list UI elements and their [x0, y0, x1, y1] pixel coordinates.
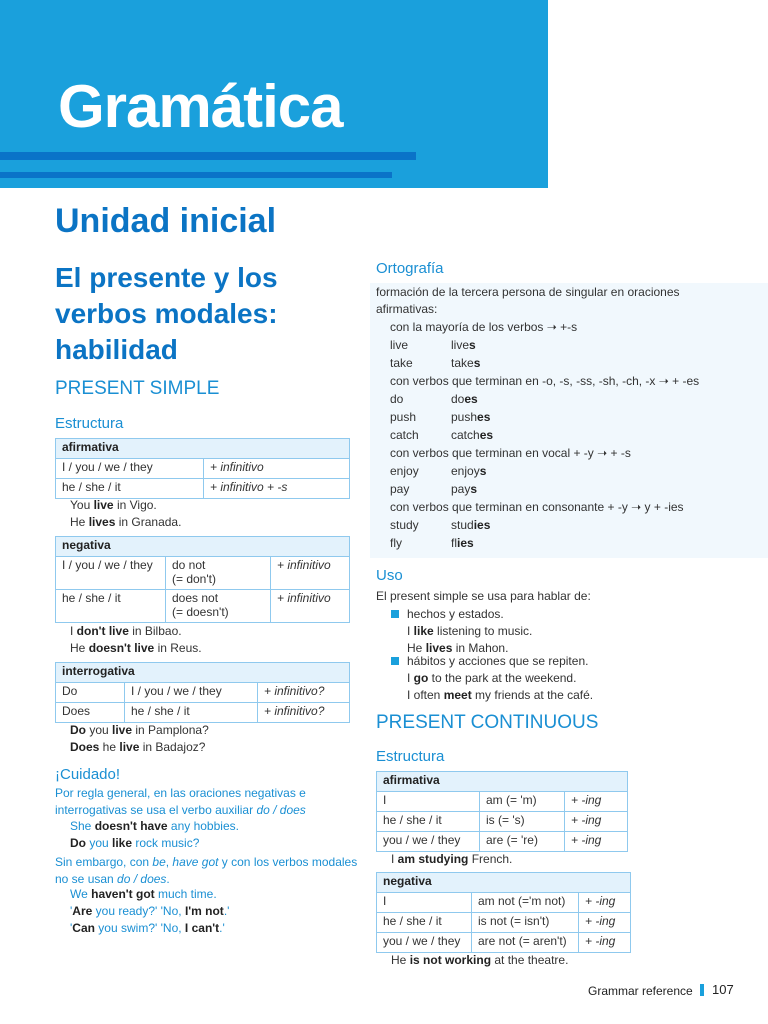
table-header: negativa	[56, 537, 350, 557]
word-pair: enjoy enjoys	[390, 464, 487, 478]
word-pair: fly flies	[390, 536, 474, 550]
cuidado-text: Sin embargo, con be, have got y con los verbos modales no se usan do / does.	[55, 855, 358, 886]
table-row: he / she / it is (= 's) + -ing	[377, 812, 628, 832]
word-pair: take takes	[390, 356, 481, 370]
word-pair: pay pays	[390, 482, 478, 496]
ps-negativa-table	[55, 536, 350, 623]
unit-title: Unidad inicial	[55, 202, 277, 240]
table-row: he / she / it + infinitivo + -s	[56, 479, 350, 499]
example-list: We haven't got much time. 'Are you ready?' 'No, I'm not.' 'Can you swim?' 'No, I can't.'	[70, 887, 230, 935]
word-pair: push pushes	[390, 410, 491, 424]
header-stripe	[0, 152, 416, 160]
example-list: She doesn't have any hobbies. Do you like rock music?	[70, 819, 239, 850]
estructura-heading: Estructura	[55, 415, 124, 432]
ps-interrogativa-table	[55, 662, 350, 723]
table-row: I / you / we / they + infinitivo	[56, 459, 350, 479]
example-list: Do you live in Pamplona? Does he live in Badajoz?	[70, 723, 209, 754]
section-title: El presente y los verbos modales: habilidad	[55, 262, 278, 365]
table-row: Does he / she / it + infinitivo?	[56, 703, 350, 723]
rule: con la mayoría de los verbos ➝ +-s	[390, 320, 578, 334]
pc-afirmativa-table	[376, 771, 628, 852]
uso-heading: Uso	[376, 567, 403, 584]
example: I am studying French.	[391, 852, 513, 866]
bullet-icon	[391, 657, 399, 665]
table-row: he / she / it does not (= doesn't) + infinitivo	[56, 590, 350, 623]
example-list: You live in Vigo. He lives in Granada.	[70, 498, 182, 529]
rule: con verbos que terminan en -o, -s, -ss, -sh, -ch, -x ➝ + -es	[390, 374, 700, 388]
estructura-heading: Estructura	[376, 748, 445, 765]
table-header: afirmativa	[377, 772, 628, 792]
cuidado-heading: ¡Cuidado!	[55, 766, 121, 783]
example-list: I don't live in Bilbao. He doesn't live in Reus.	[70, 624, 202, 655]
table-row: you / we / they are (= 're) + -ing	[377, 832, 628, 852]
uso-bullet: hechos y estados. I like listening to music. He lives in Mahon.	[391, 606, 532, 657]
table-row: I am not (='m not) + -ing	[377, 893, 631, 913]
present-simple-heading: PRESENT SIMPLE	[55, 378, 220, 399]
table-row: Do I / you / we / they + infinitivo?	[56, 683, 350, 703]
pc-negativa-table	[376, 872, 631, 953]
table-row: I / you / we / they do not (= don't) + infinitivo	[56, 557, 350, 590]
ps-afirmativa-table	[55, 438, 350, 499]
table-row: I am (= 'm) + -ing	[377, 792, 628, 812]
uso-bullet: hábitos y acciones que se repiten. I go to the park at the weekend. I often meet my friends at the café.	[391, 653, 593, 704]
ortografia-heading: Ortografía	[376, 260, 444, 277]
uso-intro: El present simple se usa para hablar de:	[376, 589, 591, 603]
header-stripe	[0, 172, 392, 178]
footer-marker	[700, 984, 704, 996]
present-continuous-heading: PRESENT CONTINUOUS	[376, 712, 599, 733]
table-row: you / we / they are not (= aren't) + -ing	[377, 933, 631, 953]
ortografia-intro: formación de la tercera persona de singular en oraciones afirmativas:	[376, 285, 680, 316]
footer-label: Grammar reference	[588, 984, 693, 998]
page-number: 107	[712, 982, 734, 997]
header-tab-bottom	[0, 160, 416, 182]
table-header: negativa	[377, 873, 631, 893]
cuidado-text: Por regla general, en las oraciones negativas e interrogativas se usa el verbo auxiliar do / does	[55, 786, 306, 817]
rule: con verbos que terminan en consonante + -y ➝ y + -ies	[390, 500, 684, 514]
word-pair: live lives	[390, 338, 476, 352]
example: He is not working at the theatre.	[391, 953, 569, 967]
rule: con verbos que terminan en vocal + -y ➝ + -s	[390, 446, 631, 460]
word-pair: catch catches	[390, 428, 494, 442]
bullet-icon	[391, 610, 399, 618]
word-pair: study studies	[390, 518, 491, 532]
table-row: he / she / it is not (= isn't) + -ing	[377, 913, 631, 933]
table-header: interrogativa	[56, 663, 350, 683]
table-header: afirmativa	[56, 439, 350, 459]
page-title: Gramática	[58, 73, 343, 140]
word-pair: do does	[390, 392, 478, 406]
